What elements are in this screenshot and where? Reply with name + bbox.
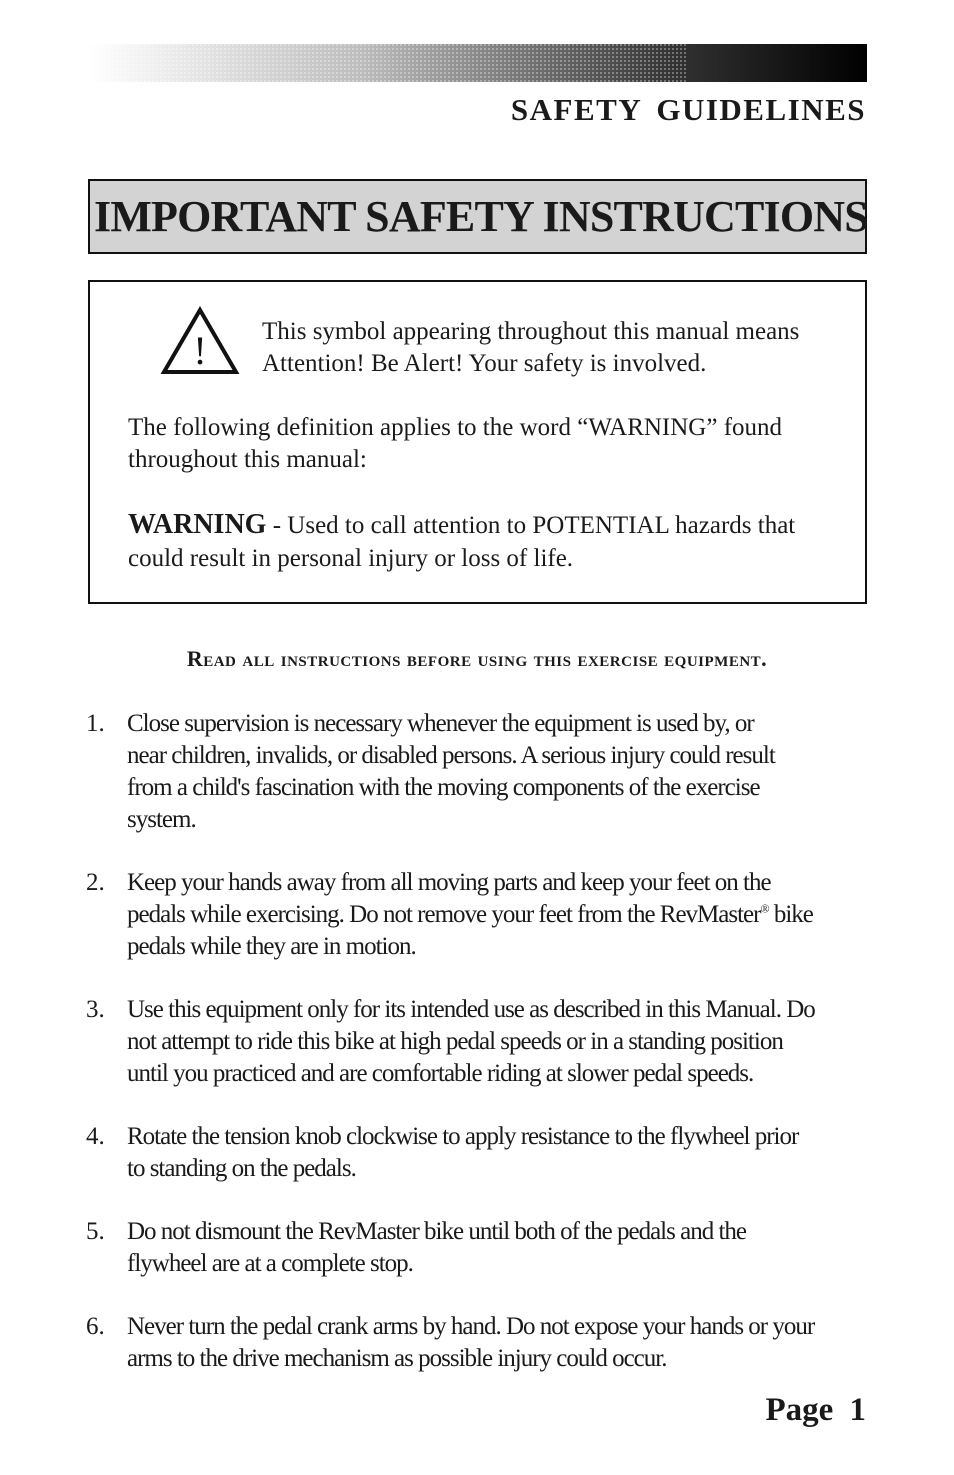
item-line: to standing on the pedals. — [127, 1155, 356, 1182]
item-line: system. — [127, 806, 196, 833]
warning-definition — [128, 508, 848, 575]
item-number: 2. — [86, 869, 105, 896]
item-line: Never turn the pedal crank arms by hand. Do not expose your hands or your — [127, 1313, 815, 1340]
main-title-box — [88, 179, 867, 254]
item-number: 6. — [86, 1313, 105, 1340]
symbol-text-line: This symbol appearing throughout this manual means — [262, 318, 800, 345]
item-line: Rotate the tension knob clockwise to apply resistance to the flywheel prior — [127, 1123, 799, 1150]
symbol-text-line: Attention! Be Alert! Your safety is involved. — [262, 350, 707, 377]
list-item — [86, 1216, 866, 1280]
main-title: IMPORTANT SAFETY INSTRUCTIONS — [94, 192, 868, 241]
item-line: until you practiced and are comfortable riding at slower pedal speeds. — [127, 1060, 754, 1087]
item-number: 3. — [86, 996, 105, 1023]
read-all-instructions-heading: Read all instructions before using this exercise equipment. — [186, 646, 768, 671]
list-item — [86, 994, 866, 1090]
item-line: Keep your hands away from all moving parts and keep your feet on the — [127, 869, 771, 896]
list-item — [86, 867, 866, 963]
item-number: 5. — [86, 1218, 105, 1245]
exclamation-mark: ! — [193, 328, 207, 373]
definition-line: throughout this manual: — [128, 446, 367, 473]
item-line: Do not dismount the RevMaster bike until both of the pedals and the — [127, 1218, 746, 1245]
item-line: Use this equipment only for its intended use as described in this Manual. Do — [127, 996, 815, 1023]
item-line: flywheel are at a complete stop. — [127, 1250, 413, 1277]
definition-line: The following definition applies to the word “WARNING” found — [128, 414, 783, 441]
warning-triangle-icon — [160, 306, 240, 376]
registered-mark: ® — [760, 901, 769, 916]
section-title: SAFETY GUIDELINES — [510, 92, 866, 127]
warning-line-2: could result in personal injury or loss of life. — [128, 545, 574, 572]
item-line: near children, invalids, or disabled persons. A serious injury could result — [127, 742, 775, 769]
list-item — [86, 1121, 866, 1185]
item-line — [127, 899, 866, 931]
item-number: 1. — [86, 710, 105, 737]
warning-term: WARNING — [128, 509, 267, 540]
item-line: not attempt to ride this bike at high pedal speeds or in a standing position — [127, 1028, 783, 1055]
safety-instructions-list — [86, 708, 866, 1406]
item-text: pedals while exercising. Do not remove your feet from the RevMaster — [127, 901, 761, 928]
warning-definition-intro — [128, 412, 838, 476]
list-item — [86, 708, 866, 836]
item-text: bike — [768, 901, 813, 928]
item-line: from a child's fascination with the moving components of the exercise — [127, 774, 760, 801]
page-number: Page 1 — [765, 1392, 866, 1428]
list-item — [86, 1311, 866, 1375]
warning-line-1 — [128, 508, 848, 542]
safety-info-box — [88, 280, 867, 604]
header-gradient-band — [88, 44, 867, 82]
item-line: arms to the drive mechanism as possible injury could occur. — [127, 1345, 667, 1372]
symbol-explanation — [262, 316, 852, 380]
item-number: 4. — [86, 1123, 105, 1150]
warning-desc: - Used to call attention to POTENTIAL hazards that — [266, 512, 796, 539]
item-line: Close supervision is necessary whenever the equipment is used by, or — [127, 710, 754, 737]
item-line: pedals while they are in motion. — [127, 933, 416, 960]
